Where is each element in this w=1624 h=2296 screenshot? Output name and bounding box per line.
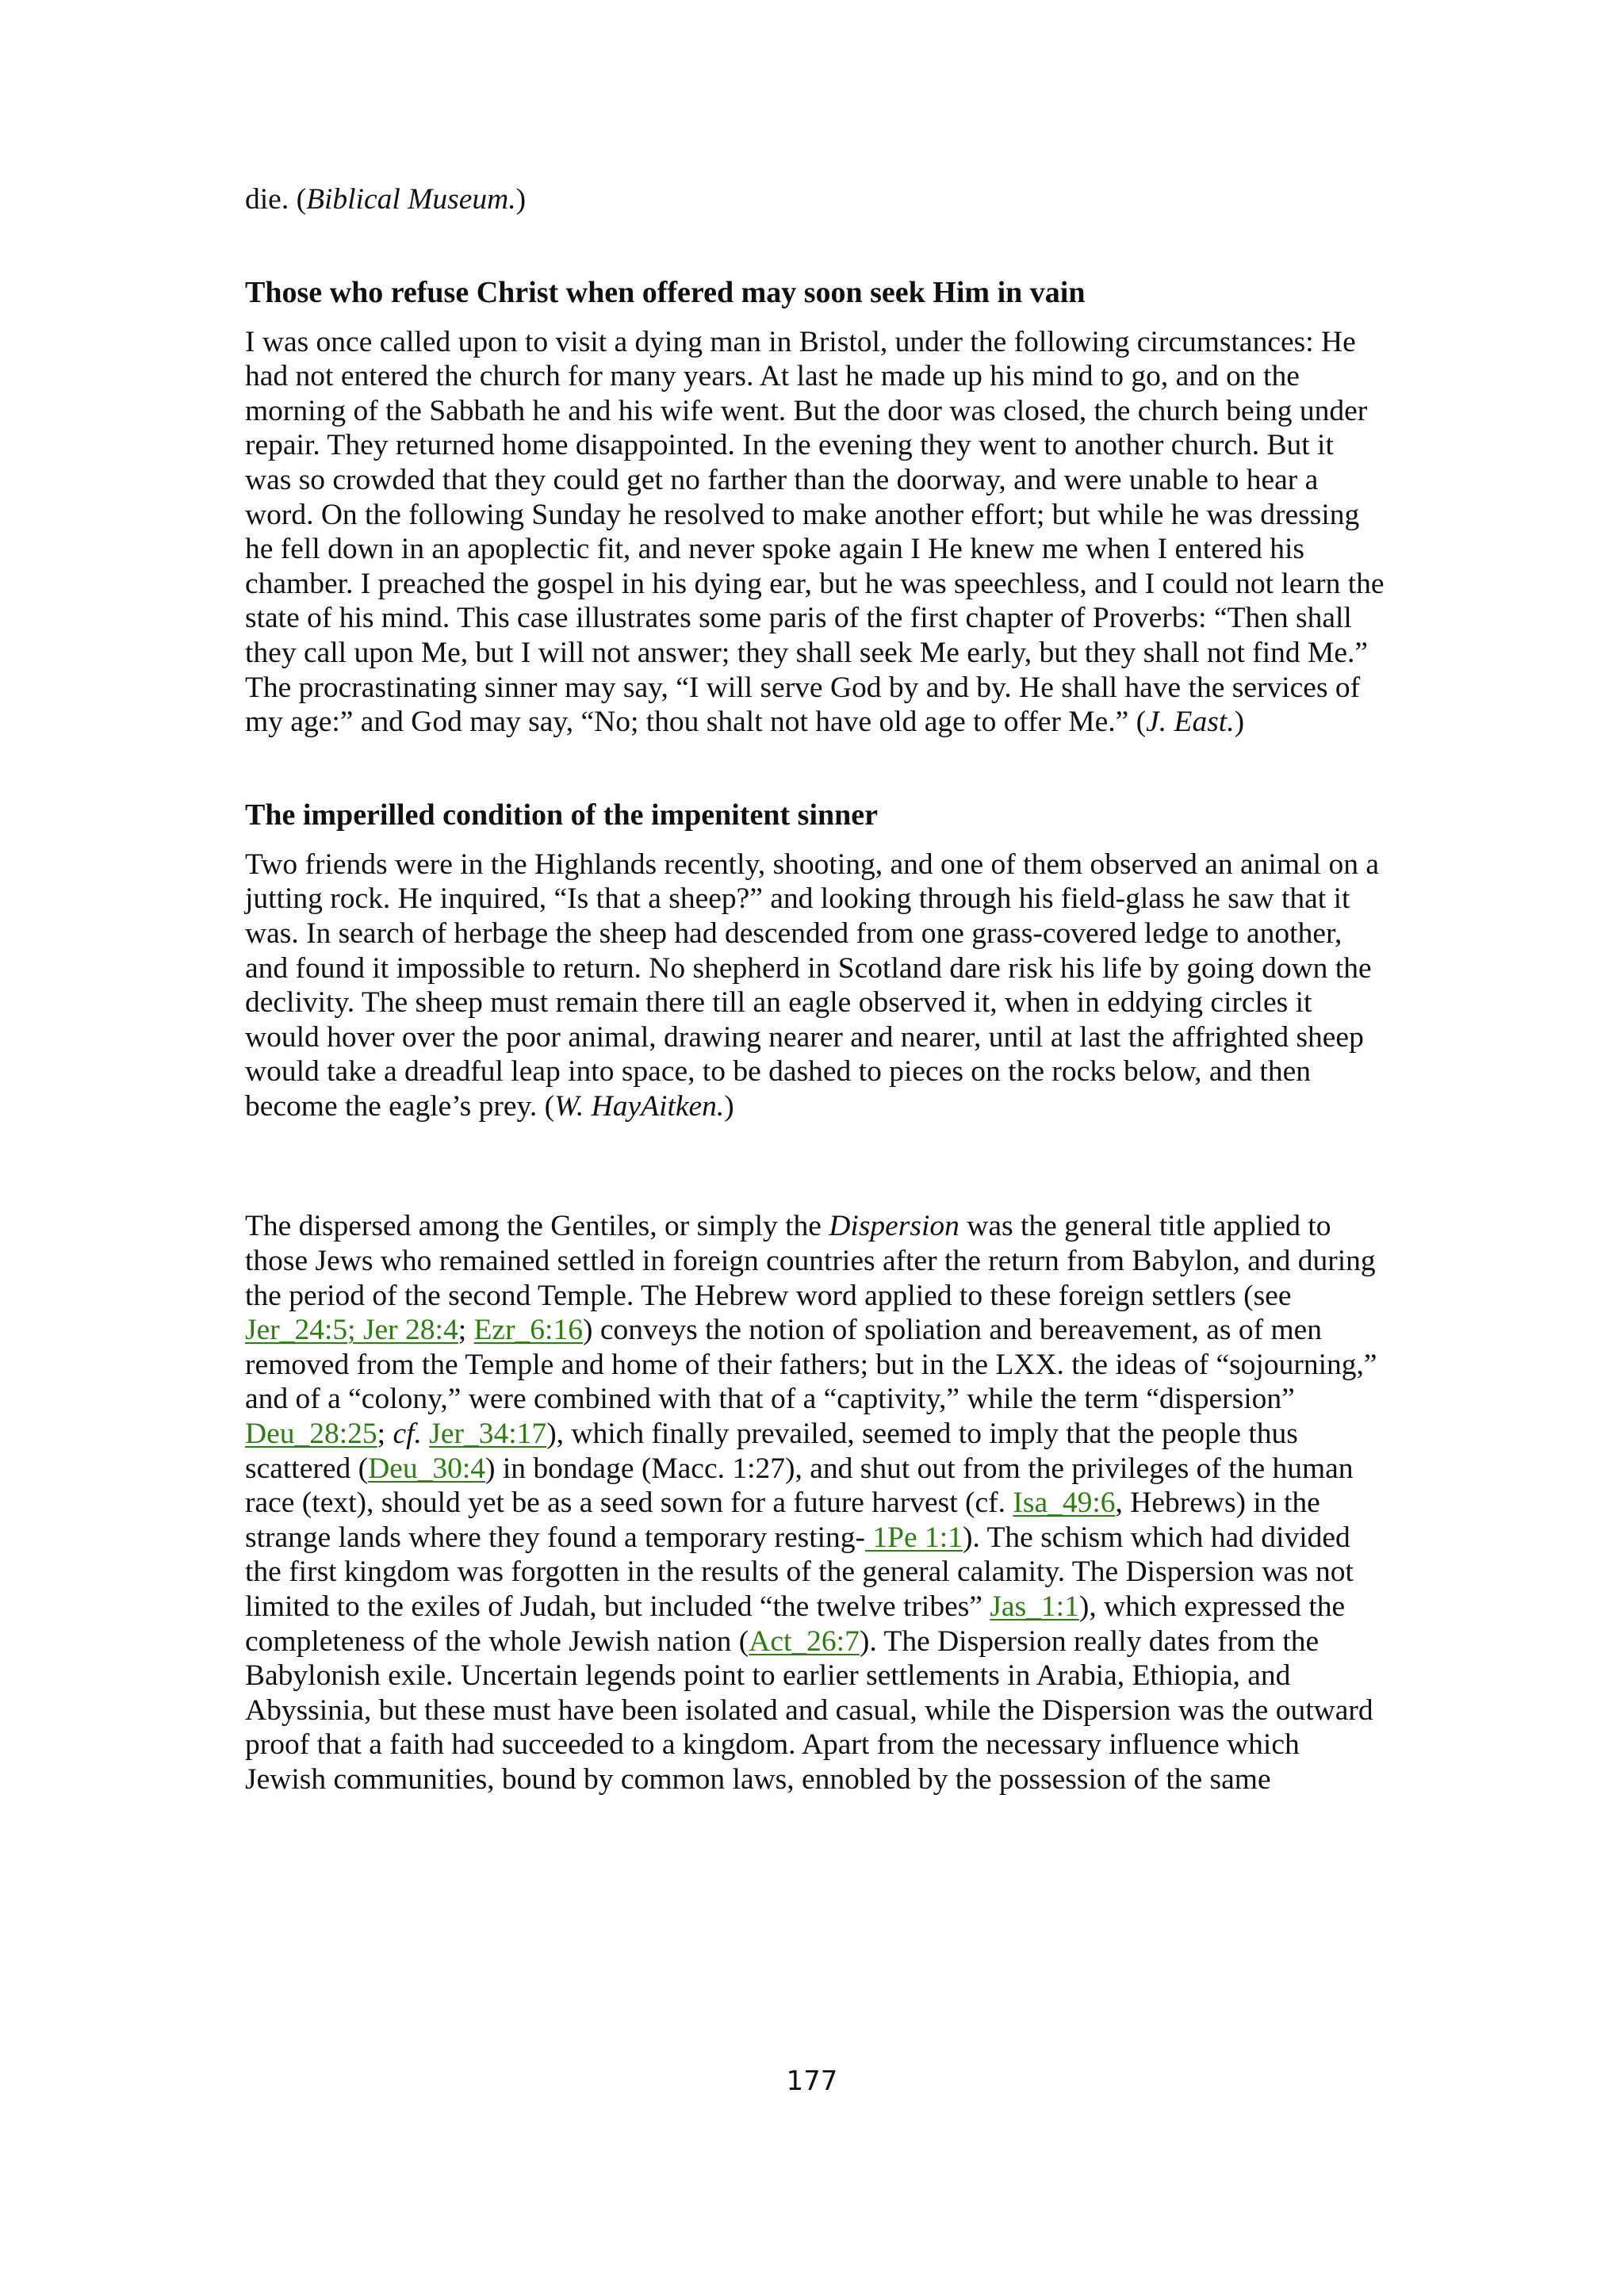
text-run: ), which finally prevailed, seemed to imply that the people thus scattered ( [245, 1418, 1298, 1485]
scripture-reference-link[interactable]: Ezr_6:16 [473, 1314, 583, 1347]
text-run: ) [515, 183, 527, 216]
section-body-refuse-christ [245, 325, 1387, 740]
italic-text: J. East. [1146, 706, 1235, 739]
section-body-dispersion [245, 1209, 1387, 1797]
text-run: was the general title applied to those Jews who remained settled in foreign countries after the return from Babylon, and during the period of the second Temple. The Hebrew word applied to these foreign settlers (see [245, 1210, 1376, 1312]
scripture-reference-link[interactable]: Jas_1:1 [990, 1590, 1079, 1623]
scripture-reference-link[interactable]: Jer_34:17 [429, 1418, 547, 1451]
text-run: Two friends were in the Highlands recently, shooting, and one of them observed an animal on a jutting rock. He inquired, “Is that a sheep?” and looking through his field-glass he saw that it was. In search of herbage the sheep had descended from one grass-covered ledge to another, and found it impossible to return. No shepherd in Scotland dare risk his life by going down the declivity. The sheep must remain there till an eagle observed it, when in eddying circles it would hover over the poor animal, drawing nearer and nearer, until at last the affrighted sheep would take a dreadful leap into space, to be dashed to pieces on the rocks below, and then become the eagle’s prey. ( [245, 848, 1379, 1123]
spacer [245, 740, 1387, 797]
spacer [245, 833, 1387, 848]
scripture-reference-link[interactable]: Isa_49:6 [1013, 1487, 1116, 1520]
text-run: ) conveys the notion of spoliation and bereavement, as of men removed from the Temple and home of their fathers; but in the LXX. the ideas of “sojourning,” and of a “colony,” were combined with that of a “captivity,” while the term “dispersion” [245, 1314, 1377, 1416]
spacer [245, 311, 1387, 325]
scripture-reference-link[interactable]: Jer_24:5; Jer 28:4 [245, 1314, 458, 1347]
text-run: ). The schism which had divided the first kingdom was forgotten in the results of the general calamity. The Dispersion was not limited to the exiles of Judah, but included “the twelve tribes” [245, 1521, 1354, 1623]
italic-text: W. HayAitken. [554, 1089, 725, 1123]
text-run: The dispersed among the Gentiles, or simply the [245, 1210, 829, 1243]
text-run: ; [377, 1418, 393, 1451]
page-number: 177 [786, 2065, 838, 2097]
spacer [245, 1123, 1387, 1209]
text-run: ; [458, 1314, 474, 1347]
scripture-reference-link[interactable]: Deu_28:25 [245, 1418, 377, 1451]
italic-text: Biblical Museum. [306, 183, 516, 216]
spacer [245, 217, 1387, 274]
section-heading-imperilled-sinner: The imperilled condition of the impenitent sinner [245, 798, 878, 832]
text-run: die. ( [245, 183, 307, 216]
text-run: ) [724, 1089, 734, 1123]
text-run: ), which expressed the completeness of the whole Jewish nation ( [245, 1590, 1346, 1658]
text-run: ) [1234, 706, 1245, 739]
scripture-reference-link[interactable]: Deu_30:4 [368, 1452, 486, 1485]
text-run: ) in bondage (Macc. 1:27), and shut out from the privileges of the human race (text), should yet be as a seed sown for a future harvest (cf. [245, 1452, 1354, 1520]
text-run: , Hebrews) in the strange lands where they found a temporary resting- [245, 1487, 1320, 1554]
scripture-reference-link[interactable]: 1Pe 1:1 [865, 1521, 963, 1554]
text-run: I was once called upon to visit a dying man in Bristol, under the following circumstances: He had not entered the church for many years. At last he made up his mind to go, and on the morning of the Sabbath he and his wife went. But the door was closed, the church being under repair. They returned home disappointed. In the evening they went to another church. But it was so crowded that they could get no farther than the doorway, and were unable to hear a word. On the following Sunday he resolved to make another effort; but while he was dressing he fell down in an apoplectic fit, and never spoke again I He knew me when I entered his chamber. I preached the gospel in his dying ear, but he was speechless, and I could not learn the state of his mind. This case illustrates some paris of the first chapter of Proverbs: “Then shall they call upon Me, but I will not answer; they shall seek Me early, but they shall not find Me.” The procrastinating sinner may say, “I will serve God by and by. He shall have the services of my age:” and God may say, “No; thou shalt not have old age to offer Me.” ( [245, 325, 1385, 739]
page-content [245, 182, 1387, 1797]
section-heading-refuse-christ: Those who refuse Christ when offered may soon seek Him in vain [245, 275, 1086, 309]
scripture-reference-link[interactable]: Act_26:7 [749, 1624, 860, 1658]
italic-text: Dispersion [829, 1210, 959, 1243]
section-body-imperilled-sinner [245, 848, 1387, 1124]
italic-text: cf. [393, 1418, 422, 1451]
top-fragment-paragraph [245, 182, 1387, 217]
text-run [422, 1418, 429, 1450]
text-run: ). The Dispersion really dates from the Babylonish exile. Uncertain legends point to earlier settlements in Arabia, Ethiopia, and Abyssinia, but these must have been isolated and casual, while the Dispersion was the outward proof that a faith had succeeded to a kingdom. Apart from the necessary influence which Jewish communities, bound by common laws, ennobled by the possession of the same [245, 1624, 1373, 1796]
